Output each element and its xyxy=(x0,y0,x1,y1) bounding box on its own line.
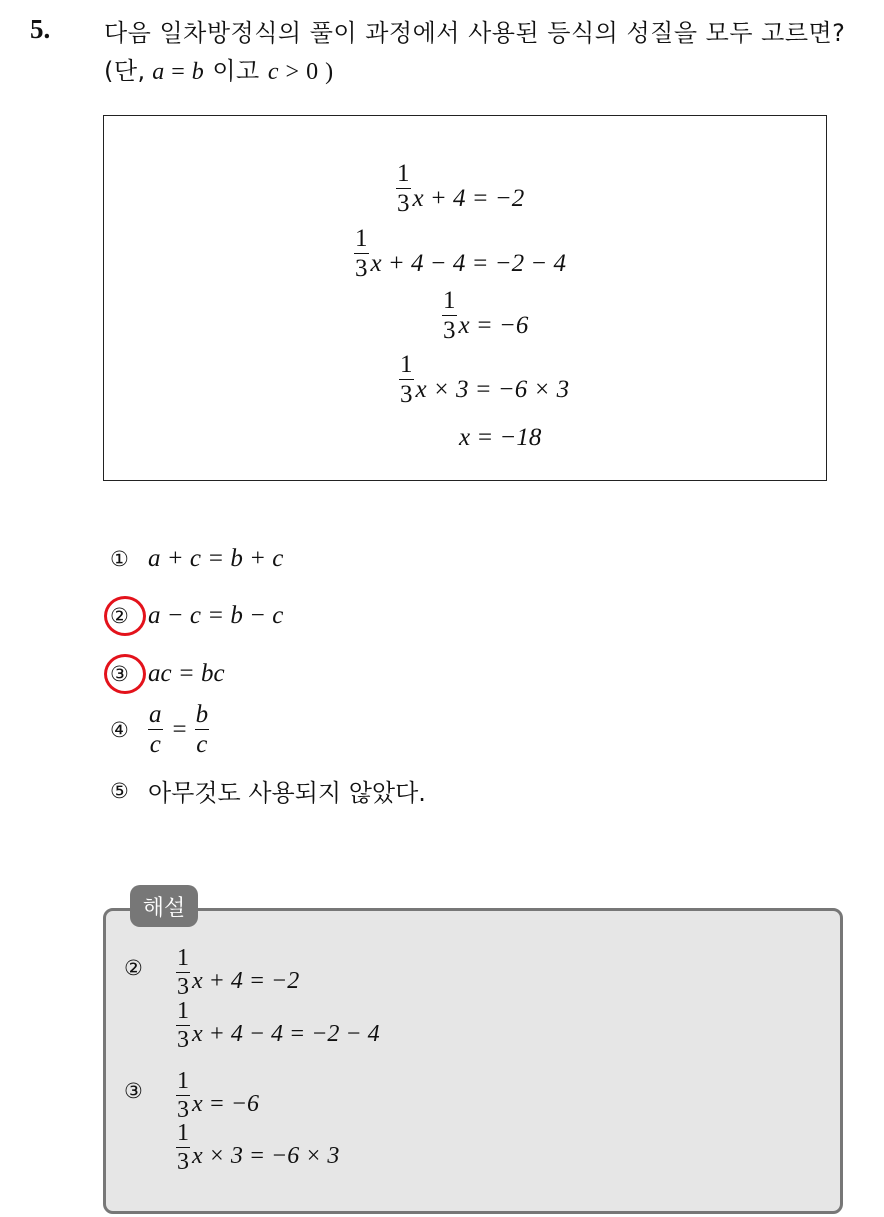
work-line-4: $\frac{1}{3}$ x × 3 = −6 × 3 xyxy=(400,351,570,408)
solution-item-2-line-2: $\frac{1}{3}$ x + 4 − 4 = −2 − 4 xyxy=(177,998,380,1053)
fraction-one-third: $\frac{1}{3}$ xyxy=(443,287,456,344)
choice-5[interactable]: ⑤ 아무것도 사용되지 않았다. xyxy=(110,778,426,807)
solution-item-3-line-2: $\frac{1}{3}$ x × 3 = −6 × 3 xyxy=(177,1120,340,1175)
fraction-one-third: $\frac{1}{3}$ xyxy=(177,1068,189,1123)
choice-marker: ① xyxy=(110,547,129,571)
work-line-1: $\frac{1}{3}$ x + 4 = −2 xyxy=(397,160,525,217)
choice-4[interactable]: ④ $\frac{a}{c}$ = $\frac{b}{c}$ xyxy=(110,701,209,758)
fraction-one-third: $\frac{1}{3}$ xyxy=(177,998,189,1053)
fraction-one-third: $\frac{1}{3}$ xyxy=(177,945,189,1000)
solution-process-box xyxy=(103,115,827,481)
choice-marker: ② xyxy=(110,604,129,628)
solution-tab: 해설 xyxy=(130,885,198,927)
work-line-2: $\frac{1}{3}$ x + 4 − 4 = −2 − 4 xyxy=(355,225,566,282)
solution-item-3: ③ $\frac{1}{3}$ x = −6 xyxy=(124,1068,260,1123)
question-text: 다음 일차방정식의 풀이 과정에서 사용된 등식의 성질을 모두 고르면?(단, a = b 이고 c > 0 ) xyxy=(104,19,846,85)
fraction-one-third: $\frac{1}{3}$ xyxy=(400,351,413,408)
choice-3[interactable]: ③ ac = bc xyxy=(110,660,225,687)
choice-marker: ③ xyxy=(110,662,129,686)
solution-marker: ② xyxy=(124,956,143,980)
answer-circle-mark xyxy=(104,654,146,694)
choice-marker: ⑤ xyxy=(110,778,129,803)
solution-marker: ③ xyxy=(124,1079,143,1103)
choice-marker: ④ xyxy=(110,717,129,742)
fraction-one-third: $\frac{1}{3}$ xyxy=(397,160,410,217)
work-line-3: $\frac{1}{3}$ x = −6 xyxy=(443,287,529,344)
work-line-5: x = −18 xyxy=(459,424,542,451)
fraction-one-third: $\frac{1}{3}$ xyxy=(355,225,368,282)
fraction-a-over-c: $\frac{a}{c}$ xyxy=(149,701,162,758)
answer-circle-mark xyxy=(104,596,146,636)
fraction-one-third: $\frac{1}{3}$ xyxy=(177,1120,189,1175)
question-number: 5. xyxy=(30,14,51,44)
solution-box xyxy=(103,908,843,1214)
choice-1[interactable]: ① a + c = b + c xyxy=(110,545,284,572)
solution-item-2: ② $\frac{1}{3}$ x + 4 = −2 xyxy=(124,945,300,1000)
fraction-b-over-c: $\frac{b}{c}$ xyxy=(195,701,209,758)
choice-2[interactable]: ② a − c = b − c xyxy=(110,602,284,629)
